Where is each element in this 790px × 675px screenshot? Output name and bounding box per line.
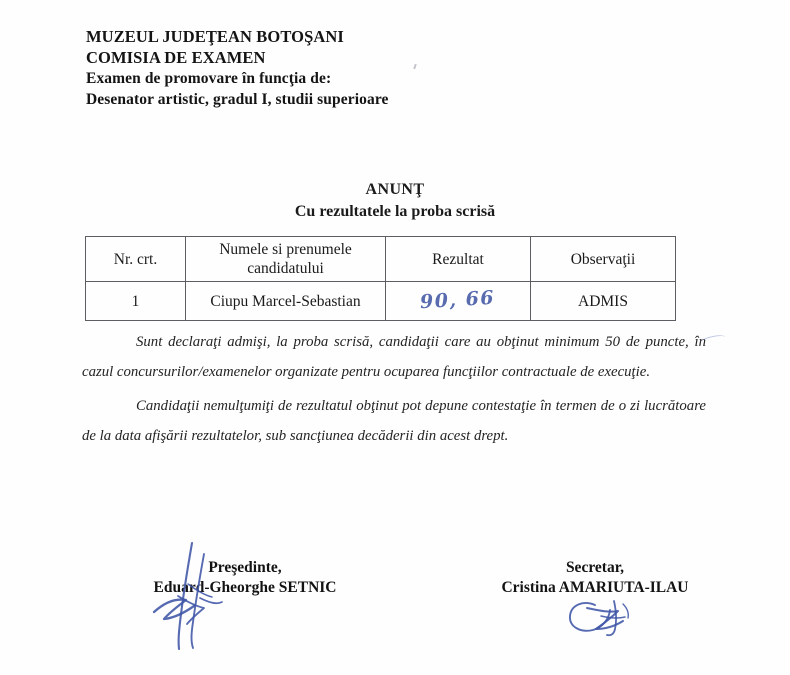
announcement-heading [0,181,790,221]
cell-result [386,282,531,321]
president-name: Eduard-Gheorghe SETNIC [153,579,337,596]
column-header-result: Rezultat [386,237,531,282]
announcement-subtitle: Cu rezultatele la proba scrisă [294,203,496,220]
cell-nr: 1 [86,282,186,321]
cell-observations: ADMIS [531,282,676,321]
signature-block-president [120,558,370,598]
paragraph-appeal-notice [82,391,706,451]
secretary-role-label: Secretar, [565,559,625,576]
column-header-nr: Nr. crt. [86,237,186,282]
secretary-name: Cristina AMARIUTA-ILAU [501,579,689,596]
letterhead-institution: MUZEUL JUDEŢEAN BOTOŞANI [86,27,344,46]
letterhead-position: Desenator artistic, gradul I, studii superioare [86,91,389,108]
letterhead-commission: COMISIA DE EXAMEN [86,48,266,67]
results-table [85,236,676,321]
paragraph-admission-criteria [82,327,706,387]
cell-candidate-name: Ciupu Marcel-Sebastian [186,282,386,321]
column-header-observations: Observaţii [531,237,676,282]
handwritten-score: 90, 66 [419,286,497,314]
letterhead [86,26,566,110]
paragraph-admission-criteria-text: Sunt declaraţi admişi, la proba scrisă, candidaţii care au obţinut minimum 50 de puncte, în cazul concursurilor/examenelor organizate pentru ocuparea funcţiilor contractuale de execuţie. [82,334,706,380]
president-role-label: Preşedinte, [208,559,282,576]
paragraph-appeal-notice-text: Candidaţii nemulţumiţi de rezultatul obţinut pot depune contestaţie în termen de o zi lucrătoare de la data afişării rezultatelor, sub sancţiunea decăderii din acest drept. [82,398,706,444]
column-header-name: Numele si prenumele candidatului [186,237,386,282]
letterhead-exam-purpose: Examen de promovare în funcţia de: [86,70,332,87]
table-row [86,282,676,321]
table-header-row [86,237,676,282]
announcement-title: ANUNŢ [365,181,425,198]
secretary-signature-ink [565,596,645,640]
signature-block-secretary [455,558,735,598]
